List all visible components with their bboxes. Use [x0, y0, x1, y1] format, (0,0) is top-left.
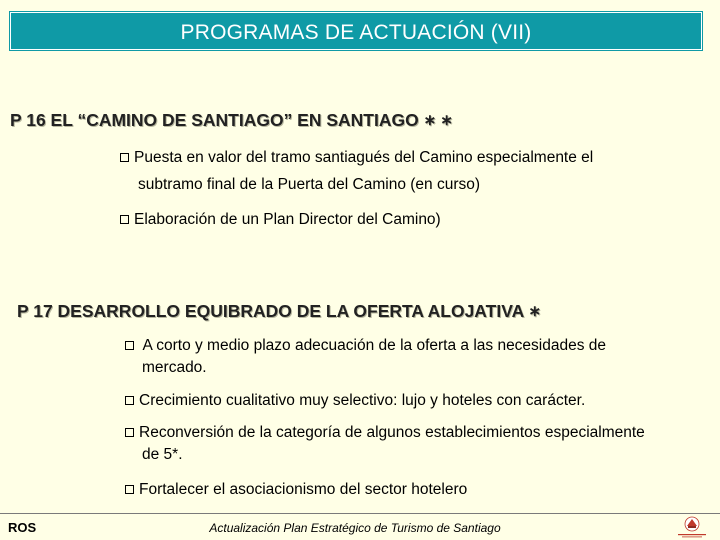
bullet-box-icon [120, 153, 129, 162]
program-16-item-2 [120, 207, 441, 233]
program-17-heading [17, 301, 541, 322]
program-17-stars: ∗ [528, 303, 542, 320]
bullet-box-icon [125, 341, 134, 350]
bullet-box-icon [125, 428, 134, 437]
footer-center-text: Actualización Plan Estratégico de Turismo de Santiago [209, 521, 501, 535]
page-title: PROGRAMAS DE ACTUACIÓN (VII) [10, 12, 702, 50]
logo-icon [674, 515, 710, 539]
bullet-box-icon [125, 485, 134, 494]
item-text: Puesta en valor del tramo santiagués del Camino especialmente el [134, 149, 594, 166]
item-text: subtramo final de la Puerta del Camino (en curso) [138, 176, 481, 193]
bullet-box-icon [120, 215, 129, 224]
footer-divider [0, 513, 720, 514]
program-16-heading-text: P 16 EL “CAMINO DE SANTIAGO” EN SANTIAGO [10, 110, 419, 130]
program-17-item-2 [125, 388, 585, 414]
program-16-stars: ∗ ∗ [423, 112, 453, 129]
program-17-heading-text: P 17 DESARROLLO EQUIBRADO DE LA OFERTA ALOJATIVA [17, 301, 524, 321]
program-17-item-1 [125, 335, 606, 379]
program-16-item-1 [120, 145, 593, 171]
program-17-item-3 [125, 422, 645, 466]
program-17-item-4 [125, 477, 467, 503]
program-16-item-1-cont [138, 172, 480, 198]
bullet-box-icon [125, 396, 134, 405]
item-text-cont: mercado. [142, 359, 207, 376]
item-text: Crecimiento cualitativo muy selectivo: lujo y hoteles con carácter. [139, 392, 586, 409]
item-text: Reconversión de la categoría de algunos establecimientos especialmente [139, 424, 645, 441]
item-text-cont: de 5*. [142, 446, 183, 463]
item-text: Elaboración de un Plan Director del Camino) [134, 211, 441, 228]
program-16-heading [10, 110, 453, 131]
item-text: Fortalecer el asociacionismo del sector hotelero [139, 481, 468, 498]
item-text: A corto y medio plazo adecuación de la oferta a las necesidades de [139, 337, 607, 354]
footer-left-label: ROS [8, 520, 37, 535]
